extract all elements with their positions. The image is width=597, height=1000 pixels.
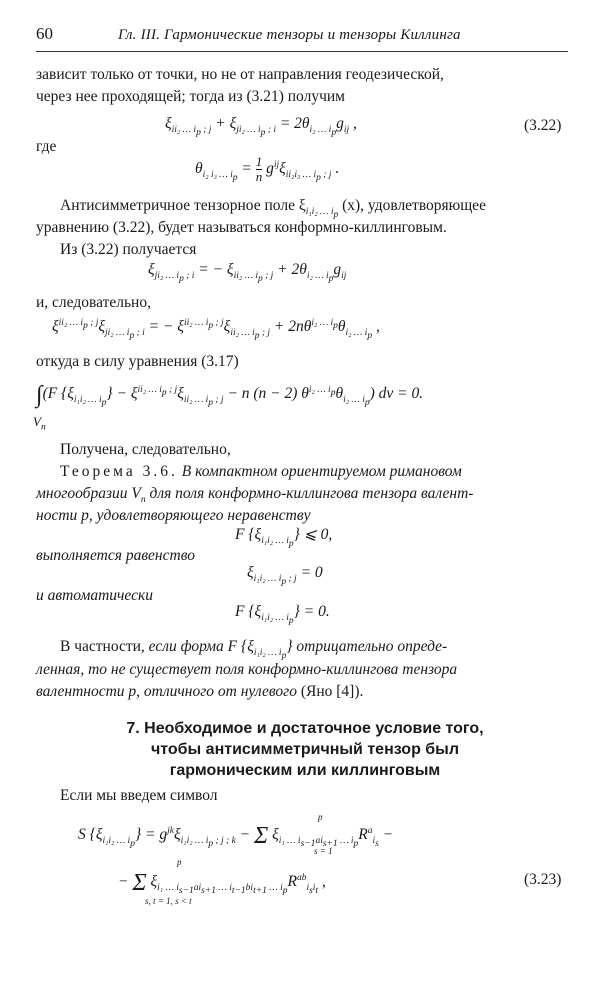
header-rule: [36, 51, 568, 52]
text-line: откуда в силу уравнения (3.17): [36, 353, 239, 370]
text-line: ленная, то не существует поля конформно-киллингова тензора: [36, 661, 458, 678]
equation-zero-derivative: $\xi_{i_1i_2 \dots i_p ; j} = 0$: [247, 564, 323, 587]
sum-upper-limit: p: [318, 812, 323, 822]
text-line: Антисимметричное тензорное поле $\xi_{i_1i_2 \dots i_p}$ (x), удовлетворяющее: [60, 197, 486, 220]
text-line: и автоматически: [36, 587, 153, 604]
section-heading: 7. Необходимое и достаточное условие того, чтобы антисимметричный тензор был гармоническим или киллинговым: [126, 720, 484, 779]
text-line: выполняется равенство: [36, 547, 195, 564]
equation-number: (3.23): [524, 871, 562, 888]
text-line: где: [36, 138, 57, 155]
sum-lower-limit: s, t = 1, s < t: [145, 896, 192, 906]
integration-domain: $V_n$: [33, 414, 46, 433]
text-line: Из (3.22) получается: [60, 241, 197, 258]
equation-contracted: $\xi^{ii_2 \dots i_p ; j}\xi_{ji_2 \dots i_p ; i}$ = − $\xi^{ii_2 \dots i_p ; j}\xi_{ii_2 \dots i_p ; j} + 2n\theta^{i_2 \dots i_p}\theta_{i_2 \dots i_p}$ ,: [52, 318, 380, 342]
equation-3-23-line2: − Σ $\xi_{i_1 \dots i_{s-1}ai_{s+1} \dots i_{t-1}bi_{t+1} \dots i_p}R^{ab}_{i_si_t}$ ,: [118, 870, 326, 896]
sum-lower-limit: s = 1: [314, 846, 333, 856]
text-line: зависит только от точки, но не от направления геодезической,: [36, 66, 444, 83]
text-line: валентности p, отличного от нулевого (Яно [4]).: [36, 683, 364, 700]
equation-derived: $\xi_{ji_2 \dots i_p ; i}$ = − $\xi_{ii_2 \dots i_p ; j} + 2\theta_{i_2 \dots i_p}g_{ij}$: [148, 261, 347, 284]
equation-3-23-line1: S $\{\xi_{i_1i_2 \dots i_p}\} = g^{jk}\xi_{i_1i_2 \dots i_p ; j ; k} - \Sigma$ $\xi_{i_1 \dots i_{s-1}ai_{s+1} \dots i_p}R^a_{i_s}$ −: [78, 823, 394, 849]
theorem-line: Теорема 3.6. В компактном ориентируемом римановом: [60, 463, 462, 480]
text-line: В частности, если форма F $\{\xi_{i_1i_2 \dots i_p}\}$ отрицательно опреде-: [60, 638, 448, 661]
equation-theta: $\theta_{i_2 i_3 \dots i_p}$ = $\frac{1}{n}$ $g^{ij}\xi_{ii_2i_3 \dots i_p ; j}$ .: [195, 154, 340, 184]
page-number: 60: [36, 24, 53, 43]
equation-number: (3.22): [524, 117, 562, 134]
theorem-line: ности p, удовлетворяющего неравенству: [36, 507, 311, 524]
equation-integral: ∫(F $\{\xi_{i_1i_2 \dots i_p}\} - \xi^{ii_2 \dots i_p ; j}\xi_{ii_2 \dots i_p ; j} - n$ (n − 2) $\theta^{i_2 \dots i_p}\theta_{i_2 \dots i_p}$) dv = 0.: [36, 382, 424, 408]
text-line: Если мы введем символ: [60, 787, 218, 804]
text-line: через нее проходящей; тогда из (3.21) получим: [36, 88, 345, 105]
theorem-line: многообразии $V_n$ для поля конформно-киллингова тензора валент-: [36, 485, 474, 506]
inequality-F: F $\{\xi_{i_1i_2 \dots i_p}\}$ ⩽ 0,: [235, 526, 333, 549]
text-line: Получена, следовательно,: [60, 441, 231, 458]
equation-3-22: $\xi_{ii_2 \dots i_p ; j} + \xi_{ji_2 \dots i_p ; i} = 2\theta_{i_2 \dots i_p}g_{ij}$ ,: [165, 115, 357, 138]
sum-upper-limit: p: [177, 857, 182, 867]
equation-F-zero: F $\{\xi_{i_1i_2 \dots i_p}\} = 0$.: [235, 603, 330, 626]
text-line: и, следовательно,: [36, 294, 151, 311]
text-line: уравнению (3.22), будет называться конформно-киллинговым.: [36, 219, 447, 236]
running-head: Гл. III. Гармонические тензоры и тензоры Киллинга: [118, 27, 461, 43]
